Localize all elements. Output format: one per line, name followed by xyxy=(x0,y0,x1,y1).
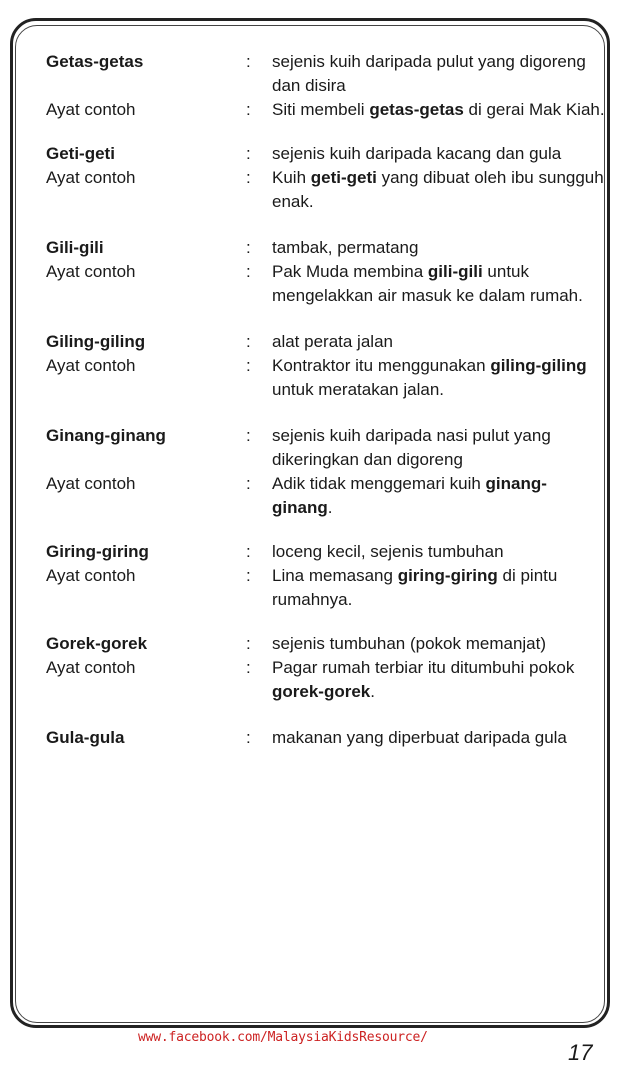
source-url: www.facebook.com/MalaysiaKidsResource/ xyxy=(138,1030,428,1045)
example-label: Ayat contoh xyxy=(46,168,136,187)
separator-colon: : xyxy=(246,426,251,445)
example-row xyxy=(46,354,606,402)
separator-colon: : xyxy=(246,52,251,71)
example-sentence xyxy=(272,260,606,308)
highlighted-word: getas-getas xyxy=(369,100,464,119)
highlighted-word: giling-giling xyxy=(490,356,587,375)
entry-definition xyxy=(272,424,606,472)
text-segment: yang dibuat oleh ibu sungguh enak. xyxy=(272,168,604,211)
example-sentence xyxy=(272,656,606,704)
highlighted-word: ginang-ginang xyxy=(272,474,547,517)
dictionary-entry xyxy=(46,50,606,122)
example-label: Ayat contoh xyxy=(46,566,136,585)
entry-term: Ginang-ginang xyxy=(46,426,166,445)
separator-colon: : xyxy=(246,100,251,119)
example-row xyxy=(46,260,606,308)
page-number: 17 xyxy=(568,1040,593,1065)
separator-colon: : xyxy=(246,356,251,375)
entry-term: Getas-getas xyxy=(46,52,144,71)
text-segment: Adik tidak menggemari kuih xyxy=(272,474,486,493)
entry-term: Giring-giring xyxy=(46,542,149,561)
example-sentence xyxy=(272,98,606,122)
text-segment: untuk mengelakkan air masuk ke dalam rumah. xyxy=(272,262,583,305)
text-segment: sejenis kuih daripada nasi pulut yang dikeringkan dan digoreng xyxy=(272,426,551,469)
separator-colon: : xyxy=(246,634,251,653)
text-segment: di pintu rumahnya. xyxy=(272,566,558,609)
example-label: Ayat contoh xyxy=(46,474,136,493)
text-segment: makanan yang diperbuat daripada gula xyxy=(272,728,567,747)
dictionary-entry xyxy=(46,424,606,520)
highlighted-word: giring-giring xyxy=(397,566,498,585)
separator-colon: : xyxy=(246,262,251,281)
example-label: Ayat contoh xyxy=(46,356,136,375)
text-segment: sejenis kuih daripada kacang dan gula xyxy=(272,144,562,163)
entry-term: Gula-gula xyxy=(46,728,125,747)
definition-row xyxy=(46,424,606,472)
highlighted-word: geti-geti xyxy=(310,168,377,187)
example-label: Ayat contoh xyxy=(46,100,136,119)
entry-definition xyxy=(272,330,606,354)
entry-term: Giling-giling xyxy=(46,332,146,351)
entry-definition xyxy=(272,726,606,750)
separator-colon: : xyxy=(246,332,251,351)
definition-row xyxy=(46,50,606,98)
dictionary-entry xyxy=(46,540,606,612)
separator-colon: : xyxy=(246,168,251,187)
entry-term: Geti-geti xyxy=(46,144,115,163)
separator-colon: : xyxy=(246,238,251,257)
definition-row xyxy=(46,330,606,354)
text-segment: Pagar rumah terbiar itu ditumbuhi pokok xyxy=(272,658,575,677)
example-sentence xyxy=(272,564,606,612)
text-segment: loceng kecil, sejenis tumbuhan xyxy=(272,542,504,561)
text-segment: . xyxy=(327,498,333,517)
entry-definition xyxy=(272,632,606,656)
example-label: Ayat contoh xyxy=(46,658,136,677)
dictionary-entry xyxy=(46,142,606,214)
example-row xyxy=(46,564,606,612)
example-row xyxy=(46,656,606,704)
definition-row xyxy=(46,726,606,750)
separator-colon: : xyxy=(246,474,251,493)
text-segment: sejenis tumbuhan (pokok memanjat) xyxy=(272,634,547,653)
entry-definition xyxy=(272,540,606,564)
text-segment: Pak Muda membina xyxy=(272,262,428,281)
dictionary-entry xyxy=(46,632,606,704)
definition-row xyxy=(46,142,606,166)
text-segment: Kuih xyxy=(272,168,311,187)
example-row xyxy=(46,98,606,122)
example-row xyxy=(46,472,606,520)
dictionary-entry xyxy=(46,236,606,308)
text-segment: Lina memasang xyxy=(272,566,398,585)
text-segment: untuk meratakan jalan. xyxy=(272,380,444,399)
text-segment: alat perata jalan xyxy=(272,332,393,351)
definition-row xyxy=(46,540,606,564)
definition-row xyxy=(46,632,606,656)
example-row xyxy=(46,166,606,214)
text-segment: sejenis kuih daripada pulut yang digoreng dan disira xyxy=(272,52,586,95)
example-label: Ayat contoh xyxy=(46,262,136,281)
definition-row xyxy=(46,236,606,260)
separator-colon: : xyxy=(246,542,251,561)
entry-definition xyxy=(272,236,606,260)
entry-term: Gili-gili xyxy=(46,238,104,257)
example-sentence xyxy=(272,166,606,214)
dictionary-entries xyxy=(46,50,606,750)
highlighted-word: gili-gili xyxy=(427,262,483,281)
dictionary-entry xyxy=(46,726,606,750)
example-sentence xyxy=(272,472,606,520)
entry-definition xyxy=(272,50,606,98)
entry-definition xyxy=(272,142,606,166)
example-sentence xyxy=(272,354,606,402)
highlighted-word: gorek-gorek xyxy=(272,682,371,701)
dictionary-entry xyxy=(46,330,606,402)
entry-term: Gorek-gorek xyxy=(46,634,148,653)
text-segment: . xyxy=(370,682,375,701)
text-segment: Siti membeli xyxy=(272,100,370,119)
separator-colon: : xyxy=(246,728,251,747)
separator-colon: : xyxy=(246,144,251,163)
text-segment: tambak, permatang xyxy=(272,238,419,257)
separator-colon: : xyxy=(246,658,251,677)
separator-colon: : xyxy=(246,566,251,585)
text-segment: Kontraktor itu menggunakan xyxy=(272,356,491,375)
text-segment: di gerai Mak Kiah. xyxy=(463,100,605,119)
